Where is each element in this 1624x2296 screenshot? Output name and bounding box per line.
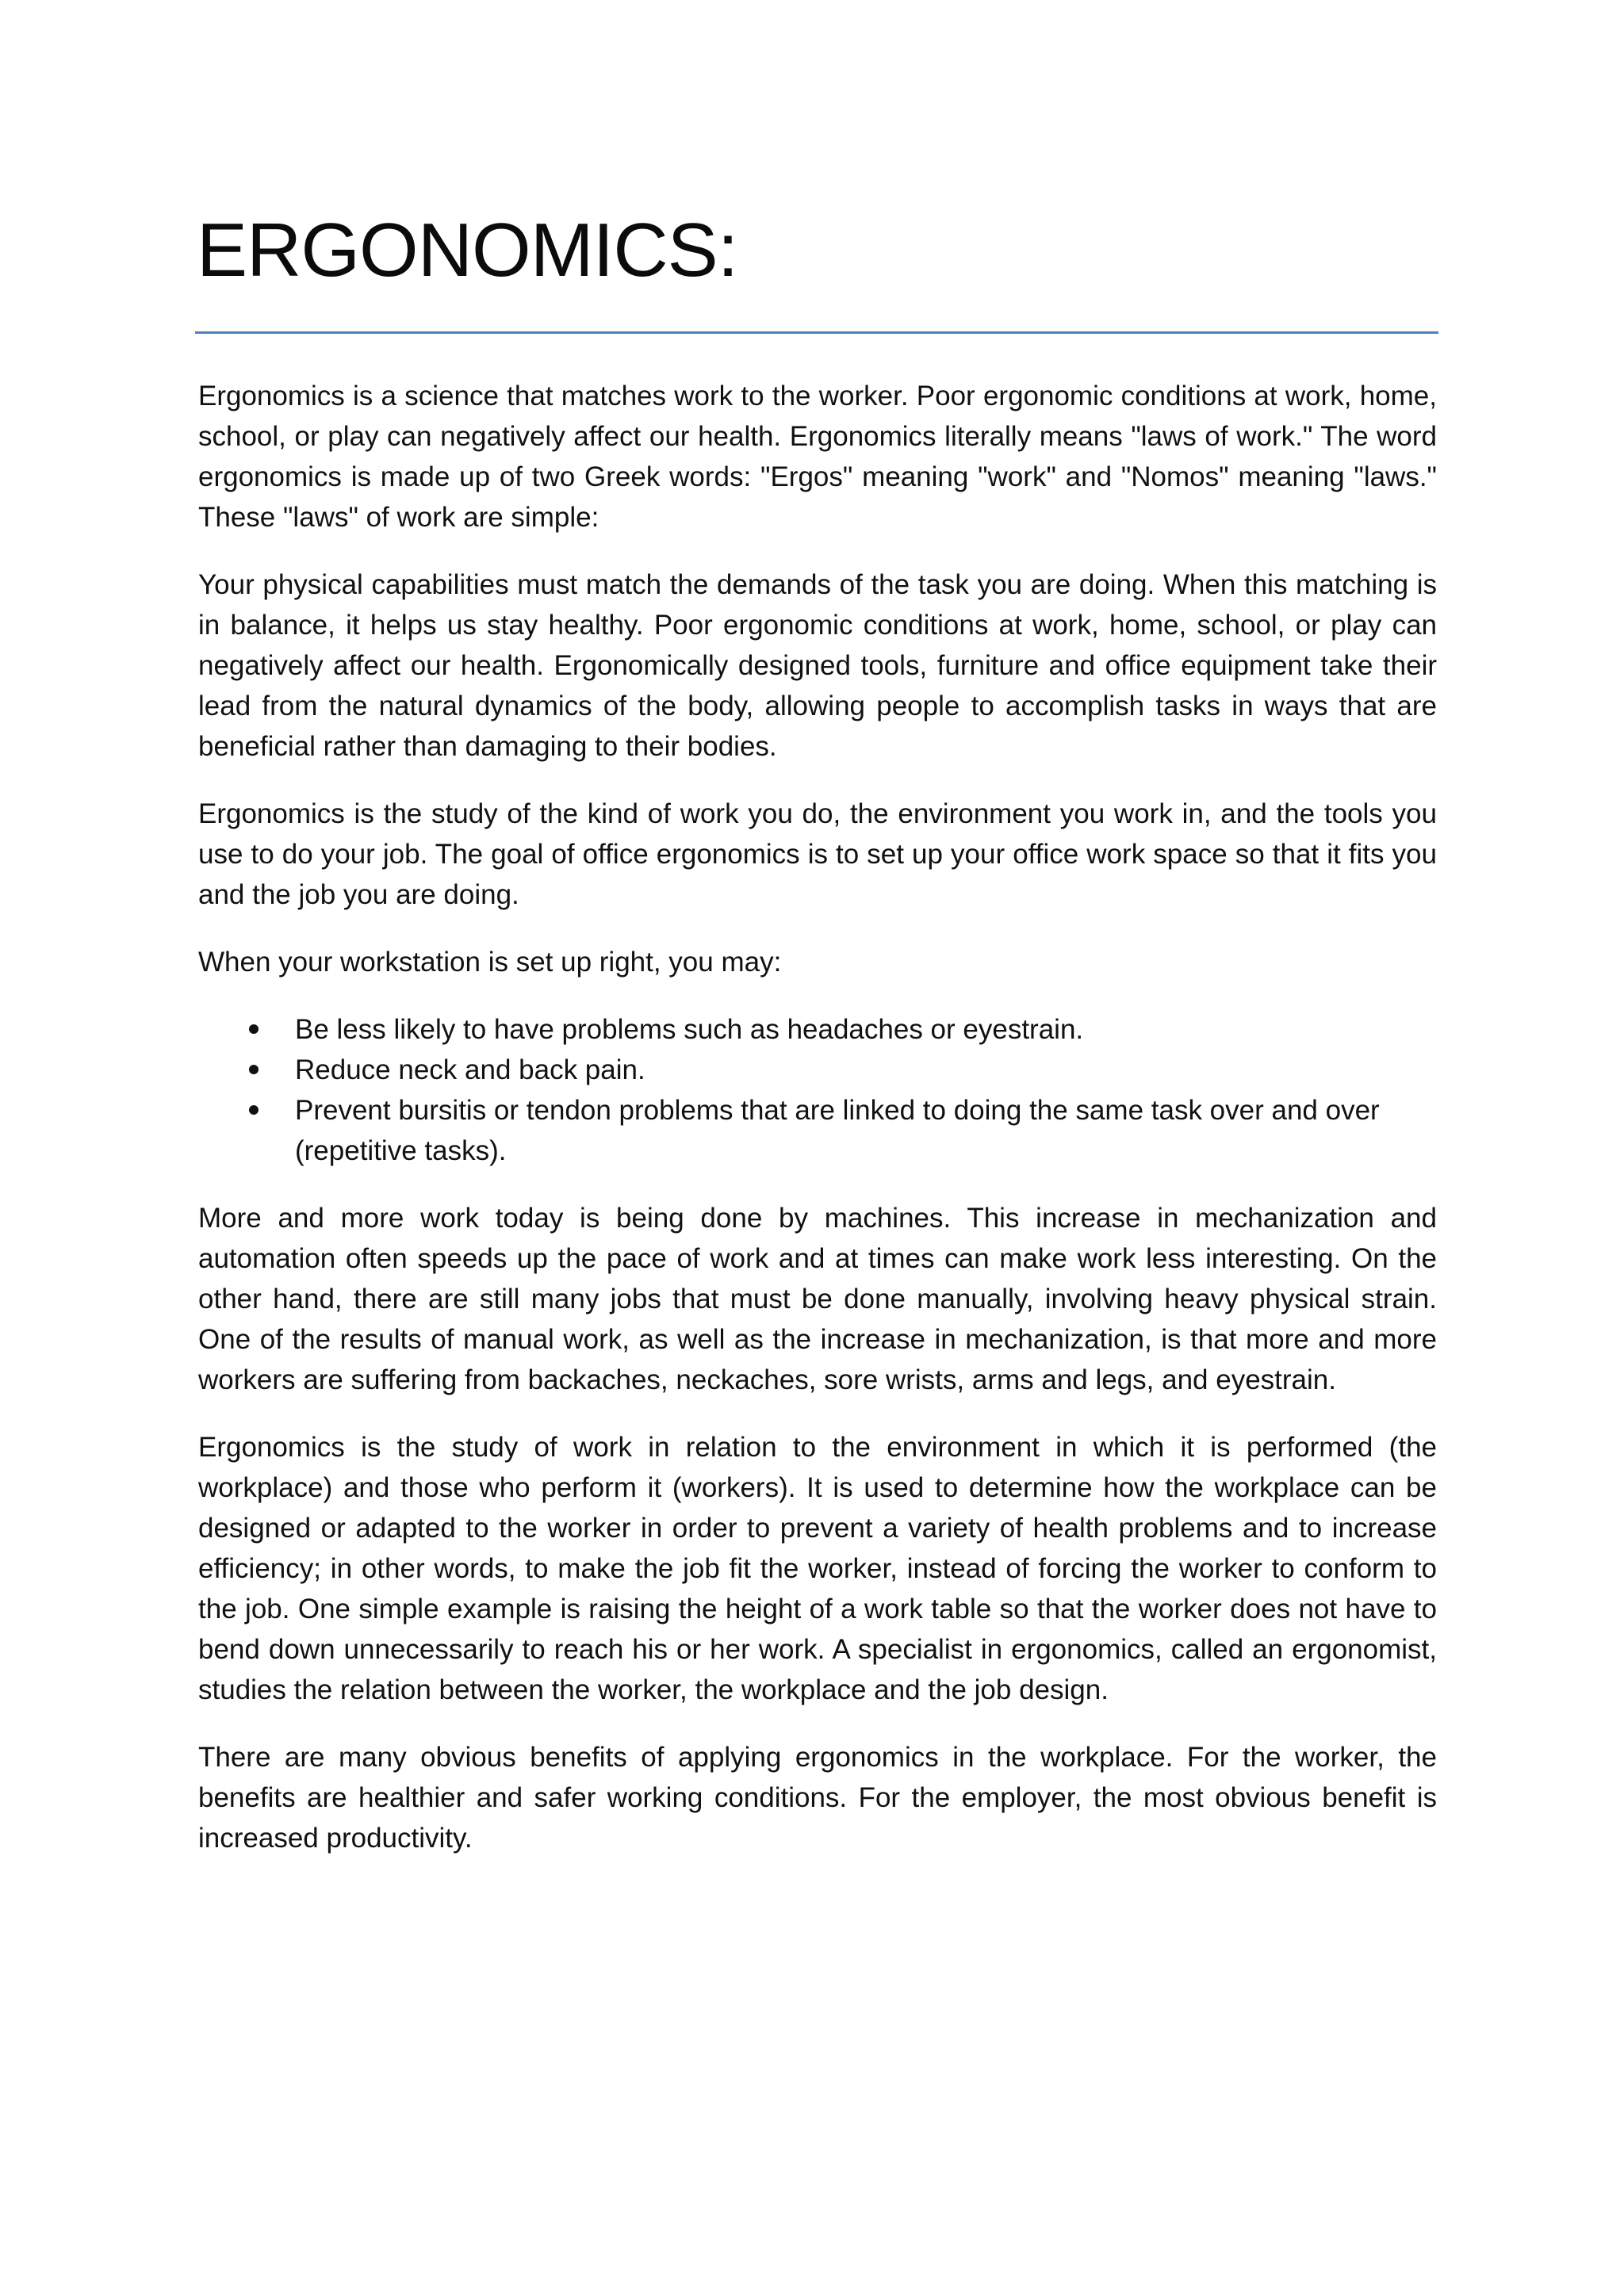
list-item-text: Be less likely to have problems such as headaches or eyestrain. (295, 1014, 1084, 1045)
paragraph-workplace-relation: Ergonomics is the study of work in relation to the environment in which it is performed (the workplace) and those who perform it (workers). It is used to determine how the workplace can be designed or adapted to the worker in order to prevent a variety of health problems and to increase efficiency; in other words, to make the job fit the worker, instead of forcing the worker to conform to the job. One simple example is raising the height of a work table so that the worker does not have to bend down unnecessarily to reach his or her work. A specialist in ergonomics, called an ergonomist, studies the relation between the worker, the workplace and the job design. (198, 1432, 1437, 1705)
list-item-text: Reduce neck and back pain. (295, 1054, 645, 1085)
paragraph-physical-capabilities: Your physical capabilities must match the demands of the task you are doing. When this matching is in balance, it helps us stay healthy. Poor ergonomic conditions at work, home, school, or play can negatively affect our health. Ergonomically designed tools, furniture and office equipment take their lead from the natural dynamics of the body, allowing people to accomplish tasks in ways that are beneficial rather than damaging to their bodies. (198, 569, 1437, 762)
list-item (198, 1050, 1437, 1090)
paragraph-workstation-intro: When your workstation is set up right, you may: (198, 947, 782, 978)
list-item (198, 1009, 1437, 1050)
list-item-text: Prevent bursitis or tendon problems that are linked to doing the same task over and over (repetitive tasks). (295, 1095, 1380, 1166)
bullet-icon (249, 1065, 259, 1074)
document-body (198, 376, 1437, 1885)
paragraph-benefits: There are many obvious benefits of applying ergonomics in the workplace. For the worker, the benefits are healthier and safer working conditions. For the employer, the most obvious benefit is increased productivity. (198, 1742, 1437, 1854)
paragraph-mechanization: More and more work today is being done by machines. This increase in mechanization and automation often speeds up the pace of work and at times can make work less interesting. On the other hand, there are still many jobs that must be done manually, involving heavy physical strain. One of the results of manual work, as well as the increase in mechanization, is that more and more workers are suffering from backaches, neckaches, sore wrists, arms and legs, and eyestrain. (198, 1203, 1437, 1395)
benefits-bullet-list (198, 1009, 1437, 1171)
document-page (195, 0, 1438, 2296)
bullet-icon (249, 1105, 259, 1115)
list-item (198, 1090, 1437, 1171)
document-title: ERGONOMICS: (197, 208, 738, 293)
paragraph-study-of-work: Ergonomics is the study of the kind of work you do, the environment you work in, and the tools you use to do your job. The goal of office ergonomics is to set up your office work space so that it fits you and the job you are doing. (198, 798, 1437, 910)
title-underline-divider (195, 331, 1438, 334)
paragraph-definition: Ergonomics is a science that matches work to the worker. Poor ergonomic conditions at work, home, school, or play can negatively affect our health. Ergonomics literally means "laws of work." The word ergonomics is made up of two Greek words: "Ergos" meaning "work" and "Nomos" meaning "laws." These "laws" of work are simple: (198, 381, 1437, 533)
bullet-icon (249, 1024, 259, 1034)
